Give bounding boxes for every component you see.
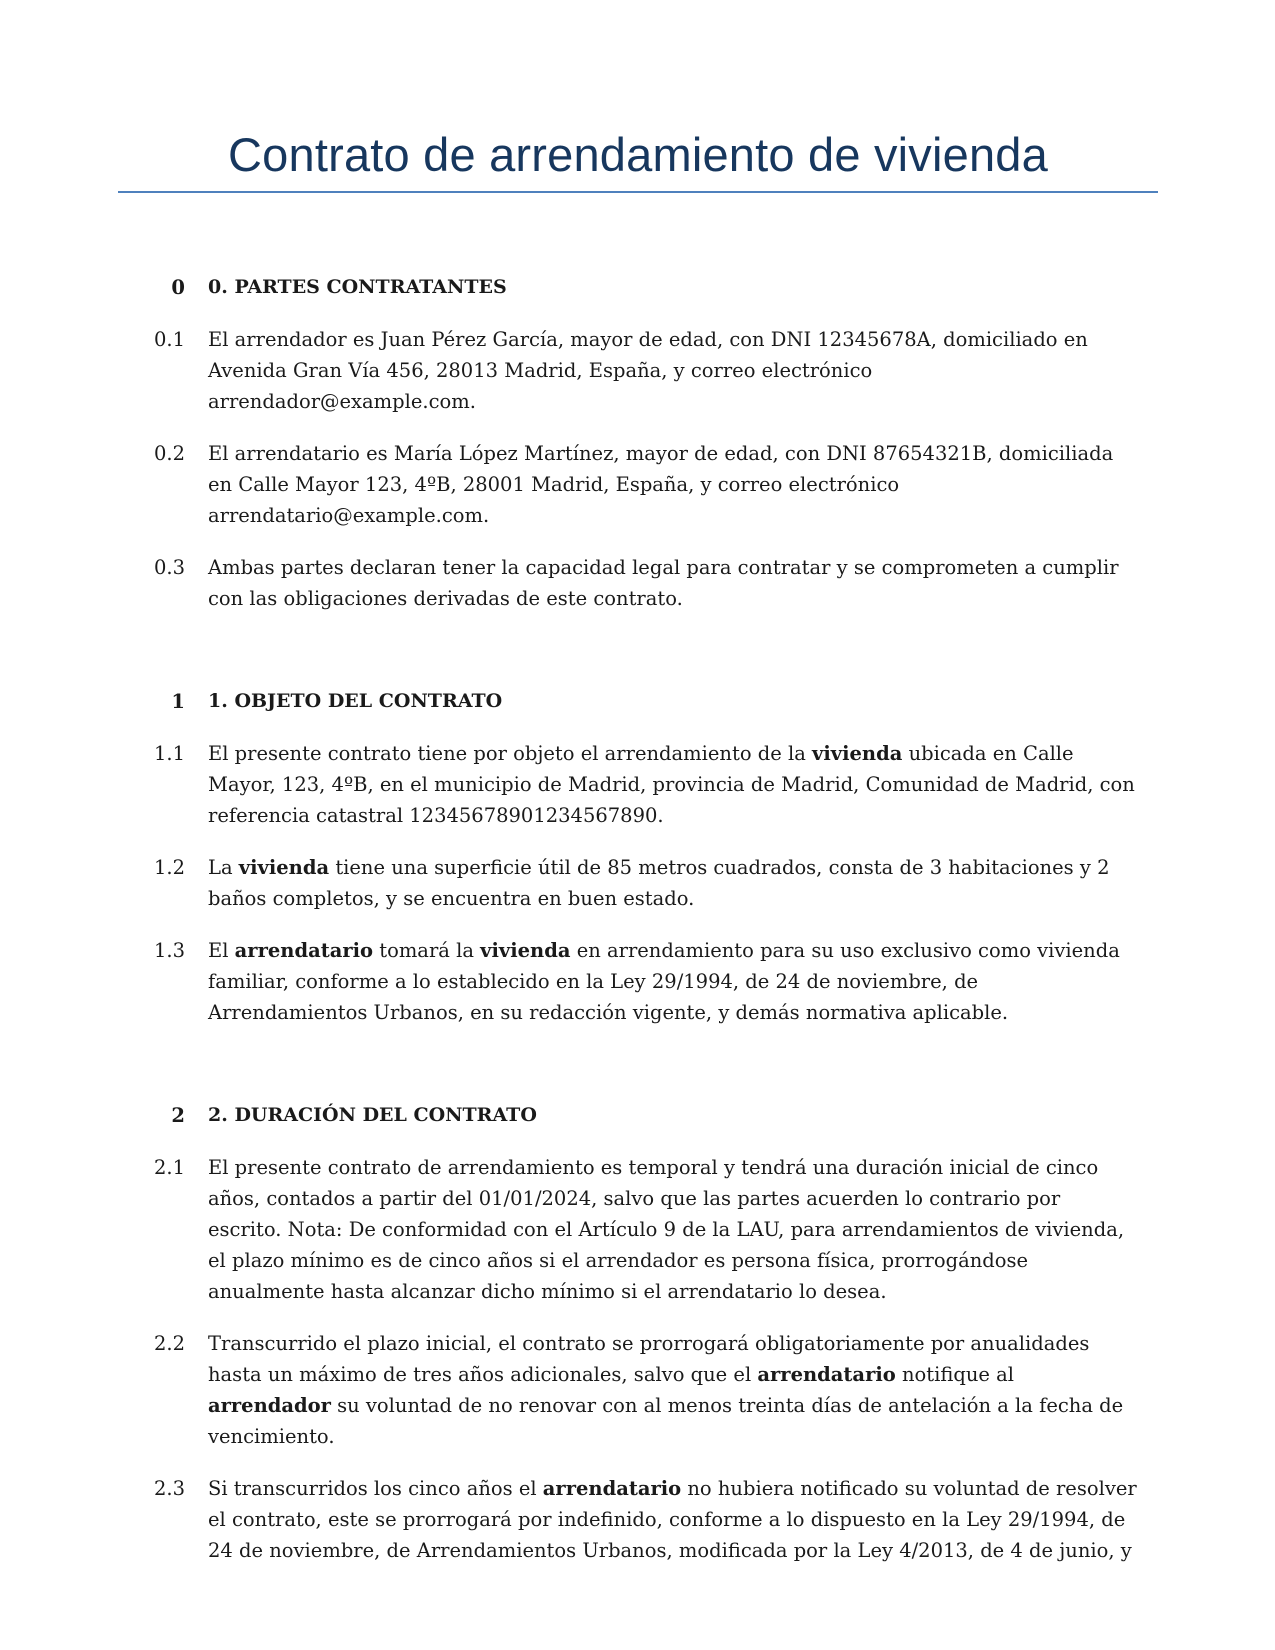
clause-text-segment: ubicada en Calle Mayor, 123, 4ºB, en el municipio de Madrid, provincia de Madrid, Comunidad de Madrid, con referencia catastral 12345678901234567890. <box>208 742 1135 827</box>
clause-text <box>208 552 1138 614</box>
clause-text <box>208 324 1138 417</box>
clause <box>0 852 1275 914</box>
clause-text <box>208 738 1138 831</box>
section-heading-text: 1. OBJETO DEL CONTRATO <box>208 690 503 712</box>
document-body <box>0 272 1275 1587</box>
clause-text-segment: Ambas partes declaran tener la capacidad legal para contratar y se comprometen a cumplir con las obligaciones derivadas de este contrato. <box>208 556 1119 610</box>
clause <box>0 438 1275 531</box>
section-number: 0 <box>171 276 185 299</box>
section <box>0 1100 1275 1566</box>
clause-text-segment: El presente contrato de arrendamiento es temporal y tendrá una duración inicial de cinco años, contados a partir del 01/01/2024, salvo que las partes acuerden lo contrario por escrito. Nota: De conformidad con el Artículo 9 de la LAU, para arrendamientos de vivienda, el plazo mínimo es de cinco años si el arrendador es persona física, prorrogándose anualmente hasta alcanzar dicho mínimo si el arrendatario lo desea. <box>208 1156 1125 1303</box>
clause-text <box>208 935 1138 1028</box>
clause-number: 2.3 <box>153 1477 185 1500</box>
clause-number: 0.1 <box>153 328 185 351</box>
section <box>0 272 1275 614</box>
clause-text <box>208 1328 1138 1452</box>
clause-text-segment: El arrendatario es María López Martínez, mayor de edad, con DNI 87654321B, domiciliada en Calle Mayor 123, 4ºB, 28001 Madrid, España, y correo electrónico arrendatario@example.com. <box>208 442 1114 527</box>
clause-text <box>208 1473 1138 1566</box>
clause-number: 1.3 <box>153 939 185 962</box>
clause-number: 1.1 <box>153 742 185 765</box>
clause-number: 2.2 <box>153 1332 185 1355</box>
section-number: 2 <box>171 1104 185 1127</box>
section-heading-text: 0. PARTES CONTRATANTES <box>208 276 507 298</box>
clause-text-segment: su voluntad de no renovar con al menos treinta días de antelación a la fecha de vencimiento. <box>208 1394 1124 1448</box>
clause-text-segment: tomará la <box>373 939 481 962</box>
clause-text <box>208 1152 1138 1307</box>
title-underline <box>118 191 1158 193</box>
defined-term: arrendatario <box>234 939 374 962</box>
section-number: 1 <box>171 690 185 713</box>
clause-text-segment: El <box>208 939 235 962</box>
defined-term: vivienda <box>480 939 571 962</box>
clause-number: 0.2 <box>153 442 185 465</box>
clause-text-segment: El presente contrato tiene por objeto el arrendamiento de la <box>208 742 813 765</box>
clause-number: 0.3 <box>153 556 185 579</box>
clause-text-segment: Transcurrido el plazo inicial, el contrato se prorrogará obligatoriamente por anualidades hasta un máximo de tres años adicionales, salvo que el <box>208 1332 1090 1386</box>
clause <box>0 738 1275 831</box>
section-heading <box>0 272 1275 303</box>
section-spacer <box>0 635 1275 686</box>
defined-term: vivienda <box>238 856 330 879</box>
section-heading <box>0 1100 1275 1131</box>
clause-text-segment: tiene una superficie útil de 85 metros cuadrados, consta de 3 habitaciones y 2 baños completos, y se encuentra en buen estado. <box>208 856 1110 910</box>
defined-term: arrendatario <box>757 1363 896 1386</box>
section-heading <box>0 686 1275 717</box>
clause-text-segment: en arrendamiento para su uso exclusivo como vivienda familiar, conforme a lo establecido en la Ley 29/1994, de 24 de noviembre, de Arrendamientos Urbanos, en su redacción vigente, y demás normativa aplicable. <box>208 939 1120 1024</box>
clause-text-segment: La <box>208 856 239 879</box>
defined-term: arrendatario <box>542 1477 682 1500</box>
clause <box>0 935 1275 1028</box>
clause-text-segment: no hubiera notificado su voluntad de resolver el contrato, este se prorrogará por indefinido, conforme a lo dispuesto en la Ley 29/1994, de 24 de noviembre, de Arrendamientos Urbanos, modificada por la Ley 4/2013, de 4 de junio, y <box>208 1477 1137 1562</box>
section-spacer <box>0 1049 1275 1100</box>
section-heading-text: 2. DURACIÓN DEL CONTRATO <box>208 1104 537 1126</box>
clause <box>0 552 1275 614</box>
clause-text-segment: notifique al <box>895 1363 1014 1386</box>
clause-number: 2.1 <box>153 1156 185 1179</box>
clause <box>0 1473 1275 1566</box>
clause <box>0 324 1275 417</box>
defined-term: arrendador <box>208 1394 331 1417</box>
clause <box>0 1328 1275 1452</box>
clause-text <box>208 438 1138 531</box>
clause-number: 1.2 <box>153 856 185 879</box>
document-title: Contrato de arrendamiento de vivienda <box>228 128 1048 181</box>
clause <box>0 1152 1275 1307</box>
defined-term: vivienda <box>812 742 903 765</box>
section <box>0 686 1275 1028</box>
clause-text-segment: El arrendador es Juan Pérez García, mayor de edad, con DNI 12345678A, domiciliado en Avenida Gran Vía 456, 28013 Madrid, España, y correo electrónico arrendador@example.com. <box>208 328 1088 413</box>
clause-text <box>208 852 1138 914</box>
clause-text-segment: Si transcurridos los cinco años el <box>208 1477 543 1500</box>
